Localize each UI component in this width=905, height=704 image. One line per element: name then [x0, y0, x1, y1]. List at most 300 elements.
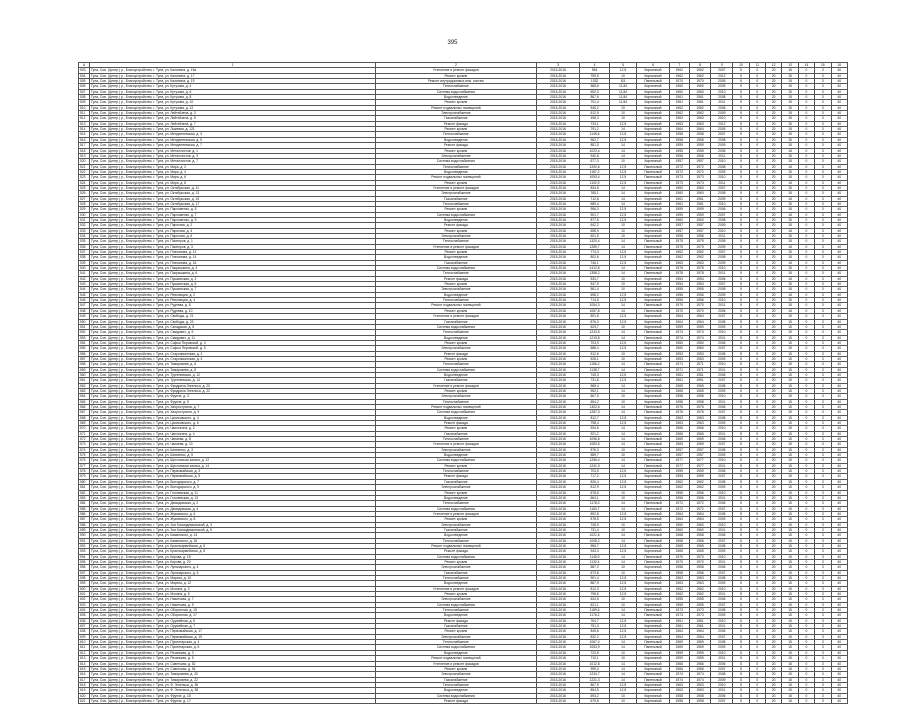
table-cell: 3 — [815, 682, 831, 687]
table-cell: 3 — [815, 73, 831, 78]
table-cell: 3 — [815, 180, 831, 185]
table-cell: 20 — [766, 394, 782, 399]
table-cell: 20 — [766, 335, 782, 340]
table-cell: 3 — [815, 511, 831, 516]
table-cell: 3 — [815, 549, 831, 554]
table-cell: 40 — [831, 346, 848, 351]
table-cell: 1973 — [669, 175, 689, 180]
table-cell: 583 — [79, 495, 90, 500]
table-cell: 1955 — [669, 148, 689, 153]
table-cell: 2009 — [711, 169, 733, 174]
table-cell: Теплоснабжение — [376, 298, 537, 303]
table-cell: 20 — [766, 223, 782, 228]
table-cell: 15 — [782, 346, 798, 351]
table-cell: Панельный — [637, 506, 670, 511]
table-cell: 3 — [815, 298, 831, 303]
table-cell: Кирпичный — [637, 399, 670, 404]
table-cell: 15 — [782, 351, 798, 356]
table-cell: 2015-2016 — [536, 228, 580, 233]
table-cell: 20 — [766, 111, 782, 116]
table-cell: 2015-2016 — [536, 479, 580, 484]
table-cell: Кирпичный — [637, 474, 670, 479]
table-cell: 8,5 — [609, 79, 636, 84]
table-cell: 1959 — [689, 474, 711, 479]
table-cell: 2015-2016 — [536, 602, 580, 607]
table-cell: 2015-2016 — [536, 303, 580, 308]
table-cell: 1961 — [669, 196, 689, 201]
table-cell: 1969 — [689, 640, 711, 645]
table-cell: 0 — [749, 271, 765, 276]
table-cell: 529 — [79, 207, 90, 212]
table-cell: Тула, Сов. (Центр.) р., Благоустройство, г. Тула, ул. Демидовская, д. 2 — [89, 501, 375, 506]
table-cell: 0 — [798, 169, 814, 174]
table-cell: Кирпичный — [637, 260, 670, 265]
table-cell: 621 — [79, 698, 90, 703]
table-cell: 3 — [815, 565, 831, 570]
table-cell: 1962 — [669, 586, 689, 591]
table-cell: 1023,4 — [580, 148, 609, 153]
table-cell: 10 — [609, 234, 636, 239]
table-cell: 40 — [831, 447, 848, 452]
table-cell: Ремонт кровли — [376, 388, 537, 393]
table-cell: 746,1 — [580, 260, 609, 265]
table-cell: Тула, Сов. (Центр.) р., Благоустройство, г. Тула, ул. Фридриха Энгельса, д. 20 — [89, 383, 375, 388]
table-cell: Кирпичный — [637, 132, 670, 137]
table-cell: 20 — [766, 543, 782, 548]
table-cell: 3 — [815, 282, 831, 287]
table-cell: 2015-2016 — [536, 196, 580, 201]
table-cell: 0 — [798, 68, 814, 73]
table-cell: 2010 — [711, 89, 733, 94]
table-cell: 3 — [815, 367, 831, 372]
table-cell: 20 — [766, 68, 782, 73]
table-cell: 1969 — [669, 442, 689, 447]
table-cell: 40 — [831, 137, 848, 142]
table-cell: 2015-2016 — [536, 217, 580, 222]
table-cell: 14 — [609, 191, 636, 196]
table-cell: 3 — [815, 533, 831, 538]
table-cell: Система водоснабжения — [376, 693, 537, 698]
table-cell: 688,4 — [580, 346, 609, 351]
table-cell: 2015-2016 — [536, 613, 580, 618]
table-cell: 1966 — [689, 431, 711, 436]
table-cell: 2015-2016 — [536, 148, 580, 153]
table-cell: Газоснабжение — [376, 431, 537, 436]
table-cell: Ремонт кровли — [376, 629, 537, 634]
table-cell: 3 — [815, 266, 831, 271]
table-cell: 0 — [749, 618, 765, 623]
table-cell: 15 — [782, 148, 798, 153]
table-cell: Кирпичный — [637, 666, 670, 671]
table-cell: 0 — [749, 666, 765, 671]
table-cell: 1963 — [669, 581, 689, 586]
table-cell: Кирпичный — [637, 581, 670, 586]
table-cell: Водоотведение — [376, 137, 537, 142]
table-cell: 20 — [766, 405, 782, 410]
table-cell: 5 — [733, 522, 749, 527]
table-cell: 40 — [831, 586, 848, 591]
table-cell: 10 — [609, 351, 636, 356]
table-cell: 0 — [749, 592, 765, 597]
table-cell: Тула, Сов. (Центр.) р., Благоустройство, г. Тула, ул. Староникитская, д. 4 — [89, 356, 375, 361]
table-cell: 15 — [782, 581, 798, 586]
table-cell: 3 — [815, 143, 831, 148]
table-cell: Ремонт кровли — [376, 180, 537, 185]
table-cell: 0 — [798, 228, 814, 233]
table-cell: 2015-2016 — [536, 298, 580, 303]
table-cell: Тула, Сов. (Центр.) р., Благоустройство, г. Тула, ул. Марата, д. 12 — [89, 581, 375, 586]
table-cell: 10 — [609, 276, 636, 281]
table-cell: 547 — [79, 303, 90, 308]
table-cell: 2011 — [711, 234, 733, 239]
table-cell: 3 — [815, 100, 831, 105]
table-cell: Тула, Сов. (Центр.) р., Благоустройство, г. Тула, ул. Ложевая, д. 121 — [89, 127, 375, 132]
table-cell: Тула, Сов. (Центр.) р., Благоустройство, г. Тула, ул. Володарского, д. 9 — [89, 485, 375, 490]
table-cell: 15 — [782, 399, 798, 404]
table-cell: 0 — [798, 367, 814, 372]
table-cell: 0 — [749, 410, 765, 415]
table-cell: 2009 — [711, 260, 733, 265]
table-cell: 2011 — [711, 367, 733, 372]
table-cell: 1954 — [669, 276, 689, 281]
table-cell: 545,2 — [580, 105, 609, 110]
table-cell: 2006 — [711, 405, 733, 410]
table-cell: 1971 — [689, 362, 711, 367]
table-cell: 2010 — [711, 159, 733, 164]
table-cell: 20 — [766, 682, 782, 687]
table-cell: 15 — [782, 576, 798, 581]
table-cell: Теплоснабжение — [376, 164, 537, 169]
table-cell: 20 — [766, 196, 782, 201]
table-cell: 40 — [831, 592, 848, 597]
table-cell: 542 — [79, 276, 90, 281]
table-cell: Тула, Сов. (Центр.) р., Благоустройство, г. Тула, ул. Зои Космодемьянской, д. 3 — [89, 522, 375, 527]
table-cell: 2015-2016 — [536, 463, 580, 468]
table-cell: 0 — [749, 89, 765, 94]
table-cell: 5 — [733, 164, 749, 169]
table-cell: 20 — [766, 266, 782, 271]
table-cell: Кирпичный — [637, 89, 670, 94]
table-cell: 673,8 — [580, 570, 609, 575]
table-cell: Кирпичный — [637, 143, 670, 148]
table-cell: 2007 — [711, 68, 733, 73]
table-cell: 0 — [798, 340, 814, 345]
table-cell: 1960 — [669, 89, 689, 94]
table-cell: 5 — [733, 629, 749, 634]
table-cell: 3 — [815, 287, 831, 292]
table-cell: 20 — [766, 640, 782, 645]
table-cell: Тула, Сов. (Центр.) р., Благоустройство, г. Тула, ул. Тимирязева, д. 22 — [89, 677, 375, 682]
table-cell: 0 — [798, 698, 814, 703]
table-cell: 1958 — [669, 137, 689, 142]
table-cell: 2015-2016 — [536, 175, 580, 180]
table-cell: 1961 — [689, 618, 711, 623]
table-cell: 2015-2016 — [536, 372, 580, 377]
table-cell: 15 — [782, 613, 798, 618]
table-cell: 0 — [798, 597, 814, 602]
table-cell: 14 — [609, 153, 636, 158]
table-cell: 0 — [749, 661, 765, 666]
table-cell: 5 — [733, 303, 749, 308]
column-header: 9 — [711, 63, 733, 68]
table-cell: Тула, Сов. (Центр.) р., Благоустройство, г. Тула, ул. Мира, д. 2 — [89, 164, 375, 169]
table-cell: 1962 — [669, 250, 689, 255]
table-cell: 1138,7 — [580, 367, 609, 372]
table-cell: 5 — [733, 618, 749, 623]
table-cell: 1969 — [689, 645, 711, 650]
table-cell: 40 — [831, 538, 848, 543]
table-cell: 3 — [815, 250, 831, 255]
table-cell: 1959 — [669, 656, 689, 661]
table-cell: 5 — [733, 180, 749, 185]
table-cell: 40 — [831, 148, 848, 153]
table-cell: 40 — [831, 121, 848, 126]
table-cell: 1964 — [669, 629, 689, 634]
table-cell: 20 — [766, 485, 782, 490]
table-cell: 0 — [749, 388, 765, 393]
table-cell: Водоотведение — [376, 650, 537, 655]
table-cell: 541 — [79, 271, 90, 276]
table-cell: 513 — [79, 121, 90, 126]
table-cell: 20 — [766, 212, 782, 217]
table-cell: 12,5 — [609, 217, 636, 222]
table-cell: Водоотведение — [376, 169, 537, 174]
table-cell: 1968 — [689, 533, 711, 538]
table-cell: 5 — [733, 490, 749, 495]
table-cell: 2011 — [711, 592, 733, 597]
table-cell: 20 — [766, 511, 782, 516]
table-cell: Панельный — [637, 458, 670, 463]
table-cell: 14 — [609, 437, 636, 442]
table-cell: 2015-2016 — [536, 490, 580, 495]
table-cell: 3 — [815, 159, 831, 164]
table-cell: 1976 — [669, 405, 689, 410]
table-cell: Кирпичный — [637, 217, 670, 222]
table-cell: 5 — [733, 276, 749, 281]
table-cell: 0 — [798, 538, 814, 543]
table-cell: 3 — [815, 559, 831, 564]
table-cell: 20 — [766, 677, 782, 682]
table-cell: 0 — [749, 645, 765, 650]
table-cell: 798,4 — [580, 421, 609, 426]
table-cell: Кирпичный — [637, 228, 670, 233]
table-cell: 1974 — [689, 677, 711, 682]
table-cell: Тула, Сов. (Центр.) р., Благоустройство, г. Тула, ул. Красноармейская, д. 8 — [89, 549, 375, 554]
table-cell: Тула, Сов. (Центр.) р., Благоустройство, г. Тула, ул. Мосина, д. 5 — [89, 592, 375, 597]
table-cell: Тула, Сов. (Центр.) р., Благоустройство, г. Тула, ул. Мира, д. 6 — [89, 175, 375, 180]
table-cell: 505 — [79, 79, 90, 84]
table-cell: 3 — [815, 217, 831, 222]
table-cell: Кирпичный — [637, 121, 670, 126]
table-cell: 1974 — [669, 672, 689, 677]
table-cell: 15 — [782, 421, 798, 426]
table-cell: 3 — [815, 586, 831, 591]
table-cell: 0 — [749, 148, 765, 153]
table-cell: 2009 — [711, 356, 733, 361]
table-cell: Газоснабжение — [376, 570, 537, 575]
table-cell: Тула, Сов. (Центр.) р., Благоустройство, г. Тула, ул. Жуковского, д. 8 — [89, 517, 375, 522]
table-cell: 0 — [749, 228, 765, 233]
table-cell: 0 — [798, 511, 814, 516]
table-cell: Кирпичный — [637, 212, 670, 217]
table-cell: 2008 — [711, 351, 733, 356]
table-cell: Тула, Сов. (Центр.) р., Благоустройство, г. Тула, ул. Металлистов, д. 3 — [89, 153, 375, 158]
table-cell: 20 — [766, 437, 782, 442]
table-cell: 667,9 — [580, 394, 609, 399]
table-cell: 12,5 — [609, 586, 636, 591]
table-cell: 10 — [609, 105, 636, 110]
table-cell: 5 — [733, 688, 749, 693]
table-cell: 5 — [733, 698, 749, 703]
table-cell: Тула, Сов. (Центр.) р., Благоустройство, г. Тула, ул. Тимирязева, д. 8 — [89, 367, 375, 372]
table-cell: 677,3 — [580, 159, 609, 164]
table-cell: 2015-2016 — [536, 378, 580, 383]
table-cell: 3 — [815, 453, 831, 458]
table-cell: 878,5 — [580, 517, 609, 522]
table-cell: 2008 — [711, 479, 733, 484]
table-cell: 1970 — [689, 308, 711, 313]
table-cell: 595 — [79, 559, 90, 564]
table-cell: 576 — [79, 458, 90, 463]
table-cell: Тула, Сов. (Центр.) р., Благоустройство, г. Тула, ул. Рязанская, д. 5 — [89, 656, 375, 661]
table-cell: Водоотведение — [376, 688, 537, 693]
table-cell: 12,5 — [609, 212, 636, 217]
table-cell: 2015-2016 — [536, 650, 580, 655]
page-number: 395 — [447, 40, 458, 46]
table-cell: 0 — [798, 111, 814, 116]
table-cell: 1969 — [669, 640, 689, 645]
table-cell: 5 — [733, 565, 749, 570]
table-cell: Газоснабжение — [376, 319, 537, 324]
table-cell: 40 — [831, 463, 848, 468]
table-cell: 0 — [798, 682, 814, 687]
table-cell: 14 — [609, 661, 636, 666]
table-cell: 20 — [766, 522, 782, 527]
table-cell: 20 — [766, 303, 782, 308]
table-cell: Панельный — [637, 463, 670, 468]
table-cell: 0 — [749, 405, 765, 410]
table-cell: 3 — [815, 276, 831, 281]
table-cell: 15 — [782, 490, 798, 495]
table-cell: 20 — [766, 308, 782, 313]
table-cell: 15 — [782, 650, 798, 655]
table-cell: 11,84 — [609, 100, 636, 105]
table-cell: 3 — [815, 576, 831, 581]
table-cell: 0 — [749, 319, 765, 324]
table-cell: 5 — [733, 287, 749, 292]
table-cell: 3 — [815, 191, 831, 196]
table-cell: 658,9 — [580, 228, 609, 233]
table-cell: 621,1 — [580, 602, 609, 607]
table-cell: Тула, Сов. (Центр.) р., Благоустройство, г. Тула, ул. Кутузова, д. 12 — [89, 105, 375, 110]
table-cell: 1958 — [669, 570, 689, 575]
table-cell: 40 — [831, 234, 848, 239]
table-cell: Тула, Сов. (Центр.) р., Благоустройство, г. Тула, ул. Пирогова, д. 4 — [89, 228, 375, 233]
table-cell: 20 — [766, 100, 782, 105]
table-cell: Тула, Сов. (Центр.) р., Благоустройство, г. Тула, ул. Покрышкина, д. 6 — [89, 271, 375, 276]
table-cell: 5 — [733, 474, 749, 479]
table-cell: 1176,2 — [580, 613, 609, 618]
table-cell: 547,9 — [580, 282, 609, 287]
table-cell: 0 — [798, 672, 814, 677]
table-cell: Кирпичный — [637, 116, 670, 121]
table-cell: 701,4 — [580, 100, 609, 105]
table-cell: 0 — [749, 372, 765, 377]
table-cell: 15 — [782, 319, 798, 324]
table-cell: 0 — [798, 137, 814, 142]
table-cell: 3 — [815, 629, 831, 634]
table-cell: Ремонт фасада — [376, 143, 537, 148]
table-cell: 1978 — [669, 271, 689, 276]
table-cell: 1970 — [669, 559, 689, 564]
table-cell: 1959 — [669, 650, 689, 655]
table-cell: 2010 — [711, 298, 733, 303]
table-cell: 2015-2016 — [536, 308, 580, 313]
table-cell: 1966 — [669, 666, 689, 671]
table-cell: 5 — [733, 372, 749, 377]
table-cell: Тула, Сов. (Центр.) р., Благоустройство, г. Тула, ул. Оружейная, д. 7 — [89, 624, 375, 629]
table-cell: 1964 — [669, 127, 689, 132]
table-cell: 1965 — [689, 388, 711, 393]
table-cell: Ремонт кровли — [376, 356, 537, 361]
table-cell: 15 — [782, 666, 798, 671]
table-cell: 10 — [609, 522, 636, 527]
table-cell: 538 — [79, 255, 90, 260]
table-cell: 3 — [815, 378, 831, 383]
table-cell: 2015-2016 — [536, 105, 580, 110]
table-cell: 1200,6 — [580, 164, 609, 169]
table-cell: 1962 — [669, 111, 689, 116]
table-cell: 5 — [733, 185, 749, 190]
table-cell: 12,5 — [609, 255, 636, 260]
table-cell: 0 — [749, 479, 765, 484]
table-cell: 703,5 — [580, 469, 609, 474]
table-cell: 1953 — [689, 356, 711, 361]
table-cell: Тула, Сов. (Центр.) р., Благоустройство, г. Тула, ул. Пархоменко, д. 9 — [89, 217, 375, 222]
table-cell: 2007 — [711, 442, 733, 447]
table-cell: 15 — [782, 250, 798, 255]
table-cell: 2007 — [711, 474, 733, 479]
table-cell: 1974 — [669, 677, 689, 682]
table-cell: 689,4 — [580, 201, 609, 206]
table-cell: 0 — [798, 298, 814, 303]
table-cell: 551 — [79, 324, 90, 329]
table-cell: 1955 — [689, 148, 711, 153]
table-cell: 20 — [766, 73, 782, 78]
table-cell: 0 — [749, 207, 765, 212]
table-cell: 2015-2016 — [536, 415, 580, 420]
table-cell: 20 — [766, 698, 782, 703]
table-cell: 1145,6 — [580, 132, 609, 137]
table-cell: 2010 — [711, 266, 733, 271]
table-cell: 1961 — [689, 372, 711, 377]
table-cell: 3 — [815, 650, 831, 655]
table-cell: Тула, Сов. (Центр.) р., Благоустройство, г. Тула, ул. Пролетарская, д. 4 — [89, 640, 375, 645]
table-cell: 3 — [815, 485, 831, 490]
table-cell: 40 — [831, 116, 848, 121]
table-cell: 20 — [766, 608, 782, 613]
table-cell: 0 — [749, 421, 765, 426]
table-cell: 616 — [79, 672, 90, 677]
table-cell: 5 — [733, 586, 749, 591]
table-cell: 519 — [79, 153, 90, 158]
table-cell: Утепление и ремонт фасадов — [376, 185, 537, 190]
table-cell: 0 — [798, 159, 814, 164]
table-cell: 764,7 — [580, 618, 609, 623]
table-cell: 3 — [815, 506, 831, 511]
table-cell: 15 — [782, 255, 798, 260]
table-cell: 2015-2016 — [536, 693, 580, 698]
